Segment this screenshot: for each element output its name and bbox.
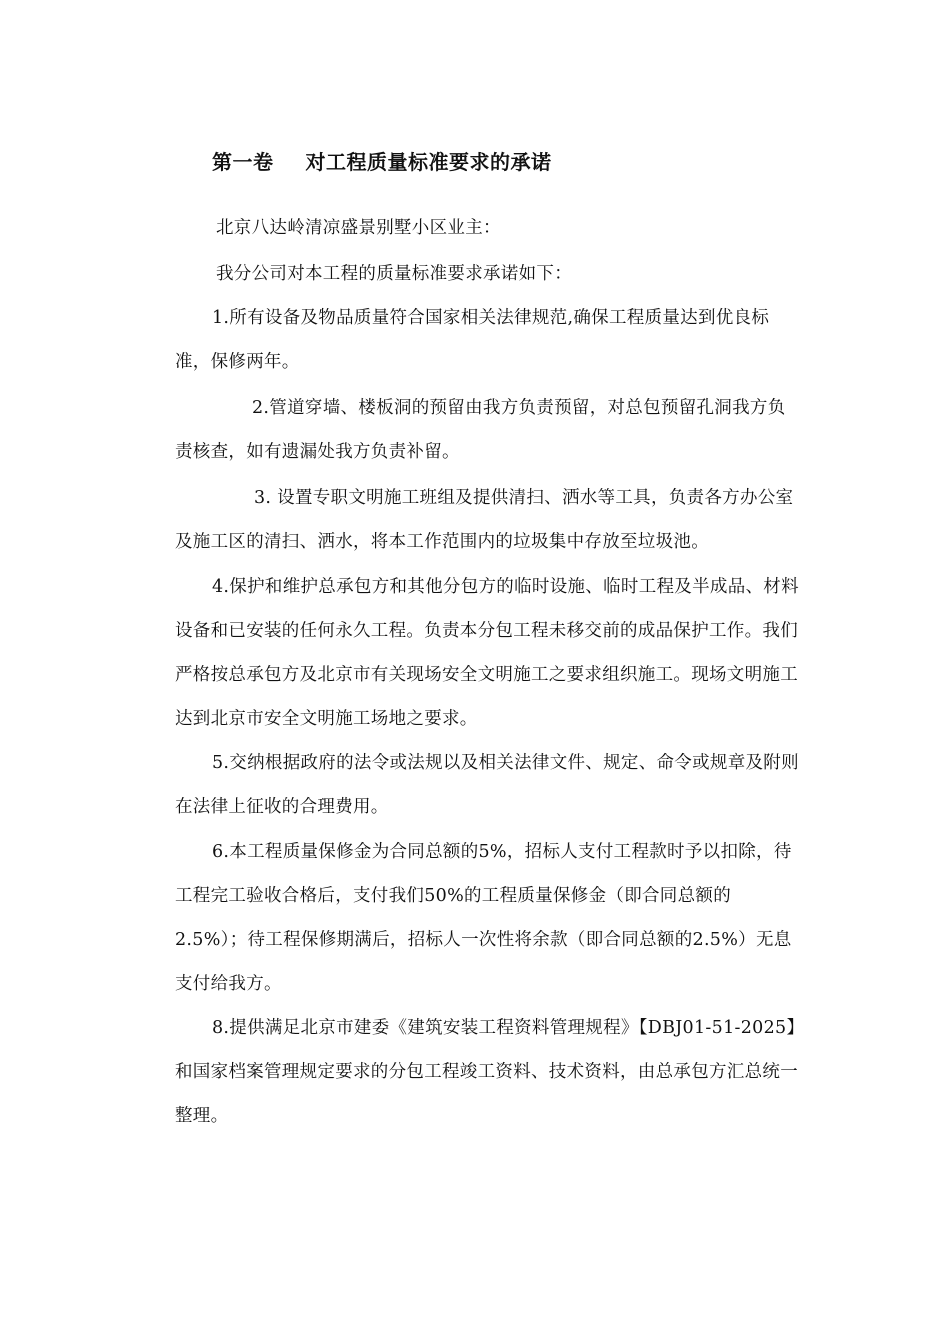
item-4-line-1: 4.保护和维护总承包方和其他分包方的临时设施、临时工程及半成品、材料	[212, 577, 799, 597]
page-title	[212, 146, 552, 175]
item-1-line-1: 1.所有设备及物品质量符合国家相关法律规范,确保工程质量达到优良标	[212, 308, 770, 328]
item-6-line-2: 工程完工验收合格后，支付我们50%的工程质量保修金（即合同总额的	[175, 886, 731, 906]
item-6-line-1: 6.本工程质量保修金为合同总额的5%，招标人支付工程款时予以扣除，待	[212, 842, 792, 862]
item-8-line-2: 和国家档案管理规定要求的分包工程竣工资料、技术资料，由总承包方汇总统一	[175, 1062, 798, 1082]
item-4-line-2: 设备和已安装的任何永久工程。负责本分包工程未移交前的成品保护工作。我们	[175, 621, 798, 641]
item-2-line-1: 2.管道穿墙、楼板洞的预留由我方负责预留，对总包预留孔洞我方负	[252, 398, 786, 418]
item-1-line-2: 准，保修两年。	[175, 352, 300, 372]
item-6-line-4: 支付给我方。	[175, 974, 282, 994]
item-3-line-2: 及施工区的清扫、洒水，将本工作范围内的垃圾集中存放至垃圾池。	[175, 532, 709, 552]
title-text: 对工程质量标准要求的承诺	[305, 150, 552, 174]
item-6-line-3: 2.5%）；待工程保修期满后，招标人一次性将余款（即合同总额的2.5%）无息	[175, 930, 792, 950]
item-3-line-1: 3. 设置专职文明施工班组及提供清扫、洒水等工具，负责各方办公室	[254, 488, 794, 508]
item-4-line-3: 严格按总承包方及北京市有关现场安全文明施工之要求组织施工。现场文明施工	[175, 665, 798, 685]
intro-paragraph: 我分公司对本工程的质量标准要求承诺如下：	[216, 264, 572, 284]
item-2-line-2: 责核查，如有遗漏处我方负责补留。	[175, 442, 460, 462]
item-8-line-1: 8.提供满足北京市建委《建筑安装工程资料管理规程》【DBJ01-51-2025】	[212, 1018, 805, 1038]
item-4-line-4: 达到北京市安全文明施工场地之要求。	[175, 709, 478, 729]
item-8-line-3: 整理。	[175, 1106, 229, 1126]
item-5-line-2: 在法律上征收的合理费用。	[175, 797, 389, 817]
item-5-line-1: 5.交纳根据政府的法令或法规以及相关法律文件、规定、命令或规章及附则	[212, 753, 799, 773]
salutation: 北京八达岭清凉盛景别墅小区业主：	[216, 218, 501, 238]
title-volume: 第一卷	[212, 150, 274, 174]
